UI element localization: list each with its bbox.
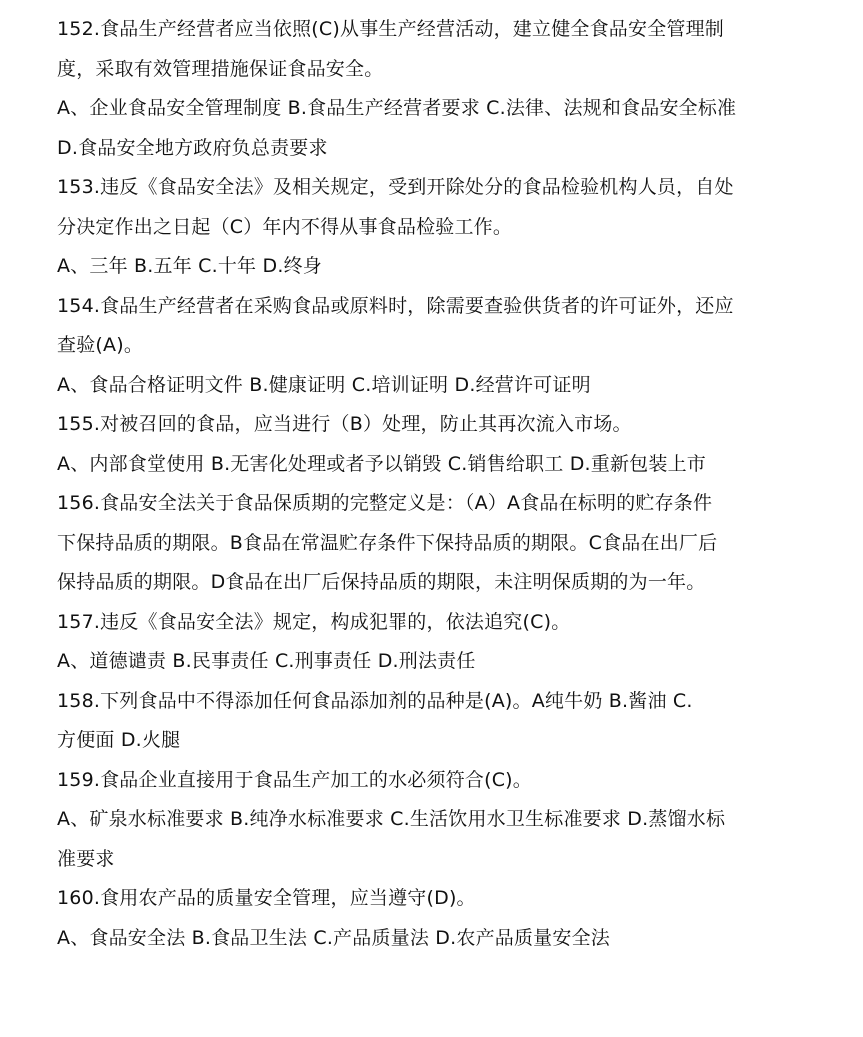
q153-stem-line-1: 153.违反《食品安全法》及相关规定，受到开除处分的食品检验机构人员，自处 xyxy=(57,176,734,198)
q154-stem-line-1: 154.食品生产经营者在采购食品或原料时，除需要查验供货者的许可证外，还应 xyxy=(57,294,734,317)
q157-stem: 157.违反《食品安全法》规定，构成犯罪的，依法追究(C)。 xyxy=(57,610,571,633)
q155-options: A、内部食堂使用 B.无害化处理或者予以销毁 C.销售给职工 D.重新包装上市 xyxy=(57,452,706,475)
q154-options: A、食品合格证明文件 B.健康证明 C.培训证明 D.经营许可证明 xyxy=(57,373,591,396)
q156-stem-line-1: 156.食品安全法关于食品保质期的完整定义是：（A）A食品在标明的贮存条件 xyxy=(57,492,713,514)
q152-stem-line-1: 152.食品生产经营者应当依照(C)从事生产经营活动，建立健全食品安全管理制 xyxy=(57,18,724,40)
q159-stem: 159.食品企业直接用于食品生产加工的水必须符合(C)。 xyxy=(57,768,532,791)
q160-stem: 160.食用农产品的质量安全管理，应当遵守(D)。 xyxy=(57,887,476,909)
q158-stem-line-1: 158.下列食品中不得添加任何食品添加剂的品种是(A)。A纯牛奶 B.酱油 C. xyxy=(57,689,693,712)
q156-stem-line-3: 保持品质的期限。D食品在出厂后保持品质的期限，未注明保质期的为一年。 xyxy=(57,571,706,593)
q156-stem-line-2: 下保持品质的期限。B食品在常温贮存条件下保持品质的期限。C食品在出厂后 xyxy=(57,531,718,554)
q154-stem-line-2: 查验(A)。 xyxy=(57,334,144,356)
q159-options-line-1: A、矿泉水标准要求 B.纯净水标准要求 C.生活饮用水卫生标准要求 D.蒸馏水标 xyxy=(57,808,726,830)
q155-stem: 155.对被召回的食品，应当进行（B）处理，防止其再次流入市场。 xyxy=(57,413,632,435)
q153-options: A、三年 B.五年 C.十年 D.终身 xyxy=(57,255,322,277)
q157-options: A、道德谴责 B.民事责任 C.刑事责任 D.刑法责任 xyxy=(57,650,476,672)
q160-options: A、食品安全法 B.食品卫生法 C.产品质量法 D.农产品质量安全法 xyxy=(57,926,610,949)
q159-options-line-2: 准要求 xyxy=(57,847,115,870)
q152-options-line-2: D.食品安全地方政府负总责要求 xyxy=(57,136,328,159)
q153-stem-line-2: 分决定作出之日起（C）年内不得从事食品检验工作。 xyxy=(57,215,513,238)
q152-options-line-1: A、企业食品安全管理制度 B.食品生产经营者要求 C.法律、法规和食品安全标准 xyxy=(57,97,737,119)
q158-stem-line-2: 方便面 D.火腿 xyxy=(57,729,181,751)
q152-stem-line-2: 度，采取有效管理措施保证食品安全。 xyxy=(57,57,384,80)
